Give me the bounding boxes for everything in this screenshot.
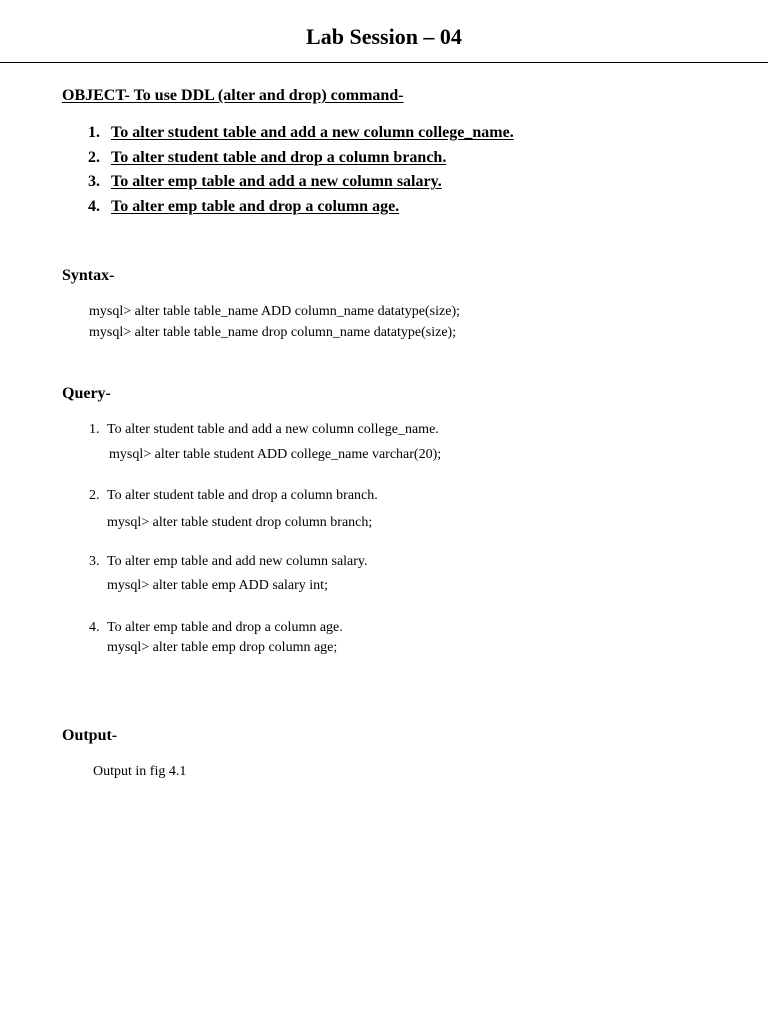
objective-item [88, 122, 514, 147]
query-command: mysql> alter table student ADD college_name varchar(20); [109, 447, 442, 462]
syntax-line: mysql> alter table table_name drop column_name datatype(size); [89, 325, 457, 340]
objective-item-number: 1. [88, 124, 100, 141]
query-item-number: 2. [89, 488, 100, 503]
query-command: mysql> alter table student drop column branch; [107, 515, 373, 530]
query-item-text: To alter emp table and add new column salary. [107, 554, 368, 569]
query-command: mysql> alter table emp ADD salary int; [107, 578, 328, 593]
output-text: Output in fig 4.1 [93, 764, 187, 779]
query-item-number: 4. [89, 620, 100, 635]
title-divider [0, 62, 768, 63]
query-item-text: To alter emp table and drop a column age. [107, 620, 343, 635]
objective-heading: OBJECT- To use DDL (alter and drop) command- [62, 87, 404, 104]
objective-list [88, 122, 514, 220]
page-title: Lab Session – 04 [306, 24, 462, 49]
objective-item [88, 147, 514, 172]
query-item-text: To alter student table and drop a column branch. [107, 488, 378, 503]
objective-item-number: 2. [88, 148, 100, 166]
objective-item-text: To alter student table and add a new column college_name. [111, 124, 514, 141]
query-item-number: 1. [89, 422, 100, 437]
objective-item [88, 196, 514, 221]
objective-item-text: To alter emp table and drop a column age. [111, 197, 400, 215]
query-item-text: To alter student table and add a new column college_name. [107, 422, 439, 437]
query-heading: Query- [62, 385, 111, 402]
objective-item-number: 4. [88, 197, 100, 215]
query-item [89, 620, 343, 636]
query-command: mysql> alter table emp drop column age; [107, 640, 338, 655]
output-heading: Output- [62, 727, 118, 744]
query-item [89, 554, 368, 570]
syntax-line: mysql> alter table table_name ADD column_name datatype(size); [89, 304, 460, 319]
syntax-heading: Syntax- [62, 267, 115, 284]
objective-item-text: To alter student table and drop a column branch. [111, 148, 447, 166]
objective-item [88, 171, 514, 196]
query-item [89, 488, 378, 504]
query-item [89, 422, 439, 438]
objective-item-text: To alter emp table and add a new column salary. [111, 173, 442, 190]
objective-item-number: 3. [88, 173, 100, 190]
query-item-number: 3. [89, 554, 100, 569]
